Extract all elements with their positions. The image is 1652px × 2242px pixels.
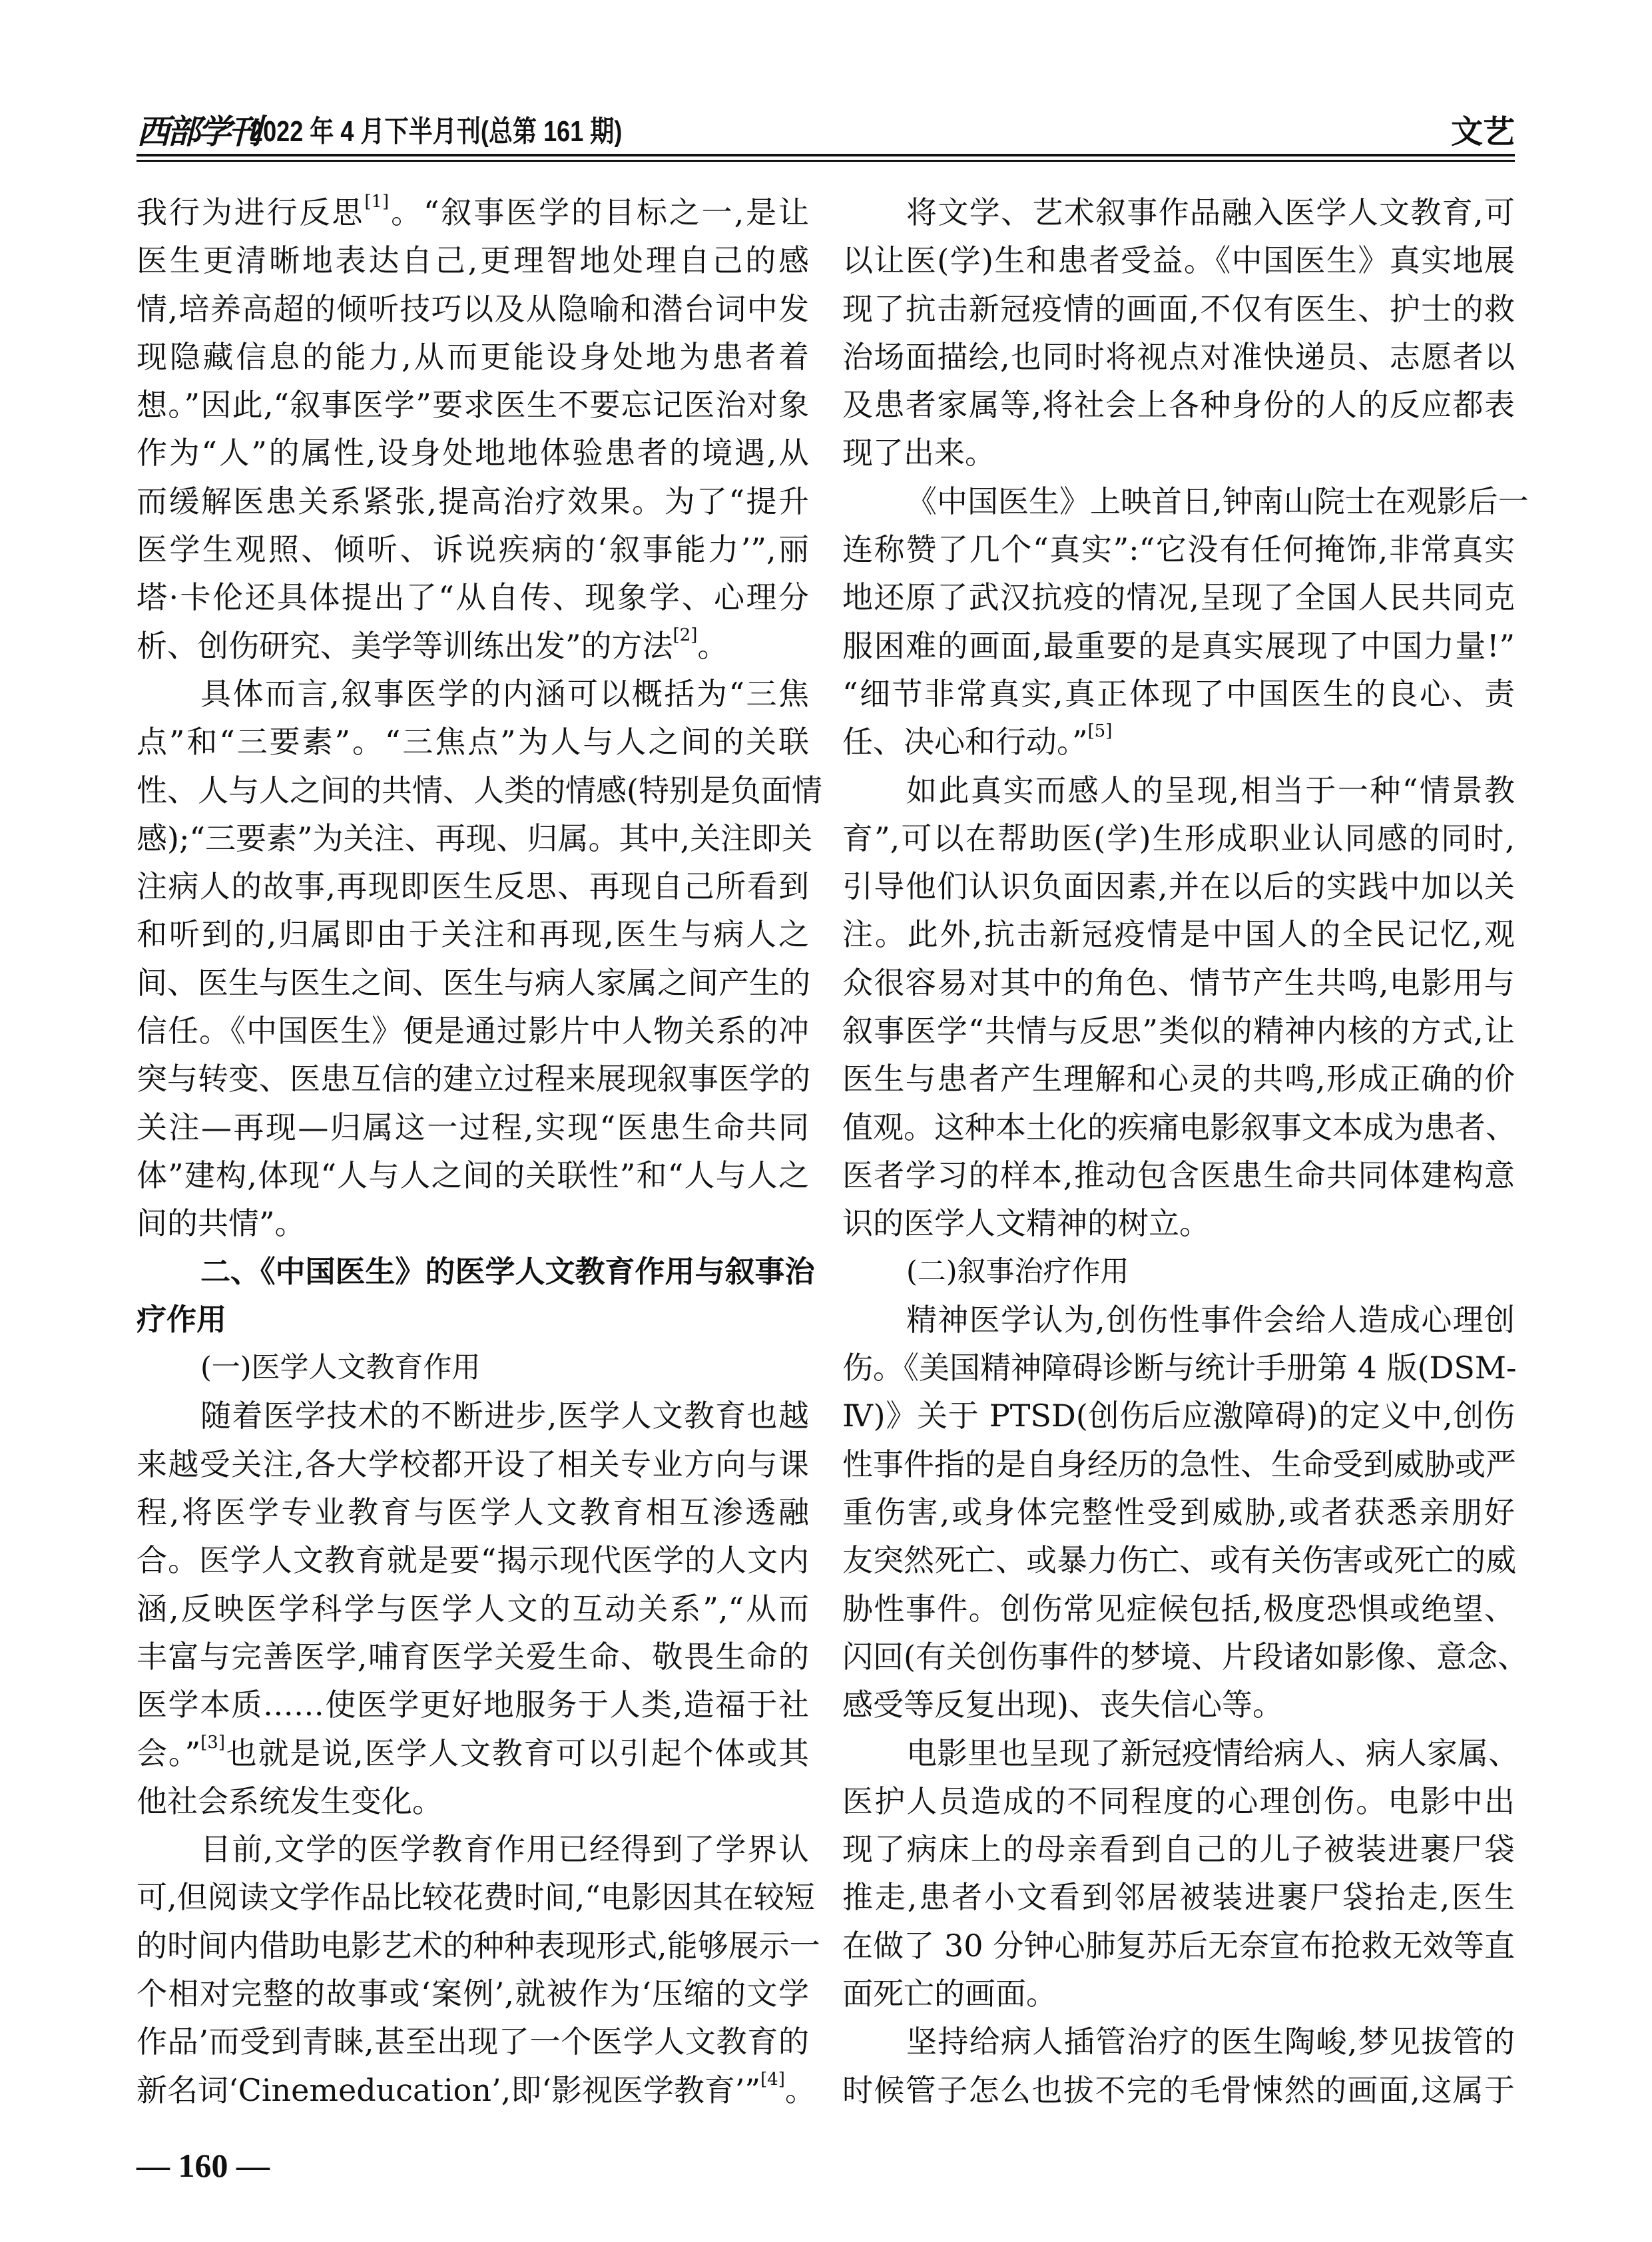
text-line: 任、决心和行动。”[5] [842,721,1113,760]
text-line: 值观。这种本土化的疾痛电影叙事文本成为患者、 [842,1109,1516,1145]
text-line: 精神医学认为,创伤性事件会给人造成心理创 [906,1301,1515,1338]
text-line: 治场面描绘,也同时将视点对准快递员、志愿者以 [842,338,1515,375]
text-line: 注。此外,抗击新冠疫情是中国人的全民记忆,观 [842,916,1515,953]
text-line: 我行为进行反思[1]。“叙事医学的目标之一,是让 [137,192,810,230]
paragraph [842,477,1529,766]
text-line: 面死亡的画面。 [842,1975,1057,2012]
text-line: 作为“人”的属性,设身处地地体验患者的境遇,从 [137,435,809,471]
text-line: 现了出来。 [842,435,995,471]
paragraph [842,2018,1515,2114]
text-line: 突与转变、医患互信的建立过程来展现叙事医学的 [137,1061,810,1097]
text-line: Ⅳ)》关于 PTSD(创伤后应激障碍)的定义中,创伤 [842,1398,1515,1434]
text-line: 性事件指的是自身经历的急性、生命受到威胁或严 [842,1446,1516,1482]
text-line: 感);“三要素”为关注、再现、归属。其中,关注即关 [137,820,813,856]
text-line: 识的医学人文精神的树立。 [842,1205,1210,1242]
text-line: 程,将医学专业教育与医学人文教育相互渗透融 [137,1494,809,1531]
text-line: (一)医学人文教育作用 [200,1351,481,1385]
subsection-heading [137,1344,809,1392]
text-line: 可,但阅读文学作品比较花费时间,“电影因其在较短 [137,1879,815,1916]
section-label: 文艺 [1450,113,1515,150]
paragraph [842,1729,1519,2018]
citation-marker: [2] [673,625,698,645]
text-line: 二、《中国医生》的医学人文教育作用与叙事治 [200,1253,815,1289]
citation-marker: [5] [1087,721,1113,742]
paragraph [842,188,1515,477]
text-line: 现了抗击新冠疫情的画面,不仅有医生、护士的救 [842,290,1515,327]
paragraph [137,1825,820,2114]
text-line: 地还原了武汉抗疫的情况,呈现了全国人民共同克 [842,579,1515,616]
issue-info: 2022 年 4 月下半月刊(总第 161 期) [250,115,623,148]
text-line: 新名词‘Cinemeducation’,即‘影视医学教育’”[4]。 [137,2069,816,2108]
text-line: 叙事医学“共情与反思”类似的精神内核的方式,让 [842,1013,1515,1049]
text-line: 信任。《中国医生》便是通过影片中人物关系的冲 [137,1013,809,1049]
text-line: 情,培养高超的倾听技巧以及从隐喻和潜台词中发 [137,290,809,327]
text-line: 个相对完整的故事或‘案例’,就被作为‘压缩的文学 [137,1975,809,2012]
text-line: 和听到的,归属即由于关注和再现,医生与病人之 [137,916,809,953]
text-line: 作品’而受到青睐,甚至出现了一个医学人文教育的 [137,2024,809,2060]
text-line: 连称赞了几个“真实”:“它没有任何掩饰,非常真实 [842,531,1515,568]
text-line: 感受等反复出现)、丧失信心等。 [842,1687,1283,1723]
text-line: 医护人员造成的不同程度的心理创伤。电影中出 [842,1783,1515,1819]
paragraph [842,766,1515,1248]
text-line: 随着医学技术的不断进步,医学人文教育也越 [200,1398,809,1434]
text-line: 时候管子怎么也拔不完的毛骨悚然的画面,这属于 [842,2072,1515,2108]
text-line: 会。”[3]也就是说,医学人文教育可以引起个体或其 [137,1732,809,1771]
text-line: 引导他们认识负面因素,并在以后的实践中加以关 [842,868,1515,905]
text-line: 医学本质……使医学更好地服务于人类,造福于社 [137,1687,809,1723]
text-line: (二)叙事治疗作用 [906,1255,1129,1288]
text-line: 疗作用 [137,1301,227,1337]
left-column [137,188,822,2114]
text-line: 及患者家属等,将社会上各种身份的人的反应都表 [842,387,1515,423]
text-line: 丰富与完善医学,哺育医学关爱生命、敬畏生命的 [137,1638,809,1675]
journal-logo: 西部学刊 [137,112,259,151]
text-line: 间的共情”。 [137,1205,306,1242]
section-heading [137,1248,815,1344]
text-line: 电影里也呈现了新冠疫情给病人、病人家属、 [906,1735,1519,1771]
text-line: 性、人与人之间的共情、人类的情感(特别是负面情 [137,772,822,808]
text-line: 具体而言,叙事医学的内涵可以概括为“三焦 [200,675,809,712]
citation-marker: [3] [200,1732,225,1753]
text-line: 想。”因此,“叙事医学”要求医生不要忘记医治对象 [137,387,809,423]
text-line: 涵,反映医学科学与医学人文的互动关系”,“从而 [137,1590,809,1627]
text-line: 坚持给病人插管治疗的医生陶峻,梦见拔管的 [906,2024,1515,2060]
text-line: 以让医(学)生和患者受益。《中国医生》真实地展 [842,242,1515,279]
header-rule-top [137,154,1515,156]
text-line: 闪回(有关创伤事件的梦境、片段诸如影像、意念、 [842,1638,1528,1675]
running-header [137,112,1515,152]
text-line: 育”,可以在帮助医(学)生形成职业认同感的同时, [842,820,1515,856]
text-line: 塔·卡伦还具体提出了“从自传、现象学、心理分 [137,579,809,616]
header-rule-bottom [137,160,1515,162]
text-line: 胁性事件。创伤常见症候包括,极度恐惧或绝望、 [842,1590,1515,1627]
text-line: 医生与患者产生理解和心灵的共鸣,形成正确的价 [842,1061,1515,1097]
text-line: 注病人的故事,再现即医生反思、再现自己所看到 [137,868,809,905]
paragraph [137,1392,809,1825]
right-column [842,188,1529,2114]
text-line: 将文学、艺术叙事作品融入医学人文教育,可 [906,194,1515,230]
subsection-heading [842,1248,1515,1296]
citation-marker: [4] [760,2069,785,2090]
text-line: “细节非常真实,真正体现了中国医生的良心、责 [842,675,1515,712]
text-line: 医者学习的样本,推动包含医患生命共同体建构意 [842,1157,1515,1193]
paragraph [842,1296,1528,1729]
text-line: 他社会系统发生变化。 [137,1783,443,1819]
text-line: 医生更清晰地表达自己,更理智地处理自己的感 [137,242,809,279]
text-line: 在做了 30 分钟心肺复苏后无奈宣布抢救无效等直 [842,1927,1515,1964]
text-line: 服困难的画面,最重要的是真实展现了中国力量!” [842,627,1515,664]
text-line: 合。医学人文教育就是要“揭示现代医学的人文内 [137,1542,809,1579]
text-line: 目前,文学的医学教育作用已经得到了学界认 [200,1831,809,1868]
text-line: 重伤害,或身体完整性受到威胁,或者获悉亲朋好 [842,1494,1515,1531]
paragraph [137,188,809,670]
text-line: 现隐藏信息的能力,从而更能设身处地为患者着 [137,338,809,375]
text-line: 现了病床上的母亲看到自己的儿子被装进裹尸袋 [842,1831,1515,1868]
citation-marker: [1] [364,192,390,212]
text-line: 析、创伤研究、美学等训练出发”的方法[2]。 [137,625,728,664]
text-line: 如此真实而感人的呈现,相当于一种“情景教 [906,772,1515,808]
text-line: 体”建构,体现“人与人之间的关联性”和“人与人之 [137,1157,809,1193]
text-line: 医学生观照、倾听、诉说疾病的‘叙事能力’”,丽 [137,531,809,568]
text-line: 来越受关注,各大学校都开设了相关专业方向与课 [137,1446,809,1482]
text-line: 《中国医生》上映首日,钟南山院士在观影后一 [906,483,1529,519]
text-line: 推走,患者小文看到邻居被装进裹尸袋抬走,医生 [842,1879,1515,1916]
text-line: 伤。《美国精神障碍诊断与统计手册第 4 版(DSM- [842,1350,1517,1386]
text-line: 间、医生与医生之间、医生与病人家属之间产生的 [137,964,810,1001]
text-line: 的时间内借助电影艺术的种种表现形式,能够展示一 [137,1927,820,1964]
text-line: 点”和“三要素”。“三焦点”为人与人之间的关联 [137,724,809,760]
text-line: 而缓解医患关系紧张,提高治疗效果。为了“提升 [137,483,809,519]
paragraph [137,670,822,1248]
text-line: 关注—再现—归属这一过程,实现“医患生命共同 [137,1109,809,1145]
text-line: 众很容易对其中的角色、情节产生共鸣,电影用与 [842,964,1515,1001]
page-number: — 160 — [137,2147,270,2184]
text-line: 友突然死亡、或暴力伤亡、或有关伤害或死亡的威 [842,1542,1516,1579]
